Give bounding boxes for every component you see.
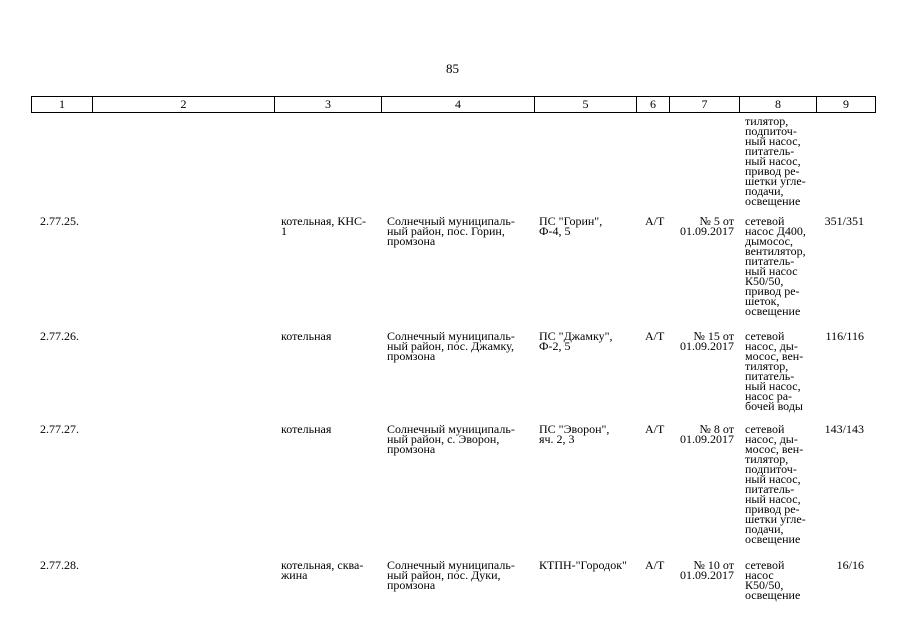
- equipment: сетевой насос Д400, дымосос, вентилятор, питатель- ный насос К50/50, привод ре- шеток, освещение: [745, 214, 806, 318]
- row-number: 2.77.27.: [40, 422, 79, 436]
- category: А/Т: [645, 558, 665, 572]
- table-header: [31, 96, 876, 113]
- power: 351/351: [824, 214, 864, 228]
- row-number: 2.77.26.: [40, 329, 79, 343]
- row-number: 2.77.25.: [40, 214, 79, 228]
- header-col-3: 3: [275, 97, 382, 112]
- header-col-6: 6: [637, 97, 670, 112]
- document: № 5 от 01.09.2017: [680, 214, 734, 238]
- category: А/Т: [645, 329, 665, 343]
- continuation-equipment: тилятор, подпиточ- ный насос, питатель- ный насос, привод ре- шетки угле- подачи, освещение: [745, 114, 806, 208]
- substation: КТПН-"Городок": [539, 558, 627, 572]
- header-col-9: 9: [843, 97, 849, 111]
- object-name: котельная: [281, 422, 332, 436]
- header-col-1: 1: [32, 97, 93, 112]
- header-col-5: 5: [535, 97, 637, 112]
- substation: ПС "Горин", Ф-4, 5: [539, 214, 603, 238]
- header-col-7: 7: [670, 97, 740, 112]
- power: 143/143: [824, 422, 864, 436]
- power: 116/116: [825, 329, 864, 343]
- document: № 8 от 01.09.2017: [680, 422, 734, 446]
- header-col-8: 8: [740, 97, 817, 112]
- category: А/Т: [645, 422, 665, 436]
- equipment: сетевой насос, ды- мосос, вен- тилятор, питатель- ный насос, насос ра- бочей воды: [745, 329, 804, 413]
- object-address: Солнечный муниципаль- ный район, с. Эворон, промзона: [387, 422, 515, 456]
- object-name: котельная, КНС- 1: [281, 214, 367, 238]
- header-col-4: 4: [382, 97, 535, 112]
- substation: ПС "Джамку", Ф-2, 5: [539, 329, 613, 353]
- equipment: сетевой насос К50/50, освещение: [745, 558, 801, 602]
- power: 16/16: [836, 558, 864, 572]
- object-address: Солнечный муниципаль- ный район, пос. Горин, промзона: [387, 214, 515, 248]
- category: А/Т: [645, 214, 665, 228]
- row-number: 2.77.28.: [40, 558, 79, 572]
- header-col-2: 2: [93, 97, 275, 112]
- substation: ПС "Эворон", яч. 2, 3: [539, 422, 610, 446]
- document: № 15 от 01.09.2017: [680, 329, 734, 353]
- object-address: Солнечный муниципаль- ный район, пос. Дуки, промзона: [387, 558, 515, 592]
- equipment: сетевой насос, ды- мосос, вен- тилятор, подпиточ- ный насос, питатель- ный насос, привод ре- шетки угле- подачи, освещение: [745, 422, 806, 546]
- object-name: котельная, сква- жина: [281, 558, 364, 582]
- object-address: Солнечный муниципаль- ный район, пос. Джамку, промзона: [387, 329, 515, 363]
- document: № 10 от 01.09.2017: [680, 558, 734, 582]
- page-number: 85: [446, 61, 459, 76]
- object-name: котельная: [281, 329, 332, 343]
